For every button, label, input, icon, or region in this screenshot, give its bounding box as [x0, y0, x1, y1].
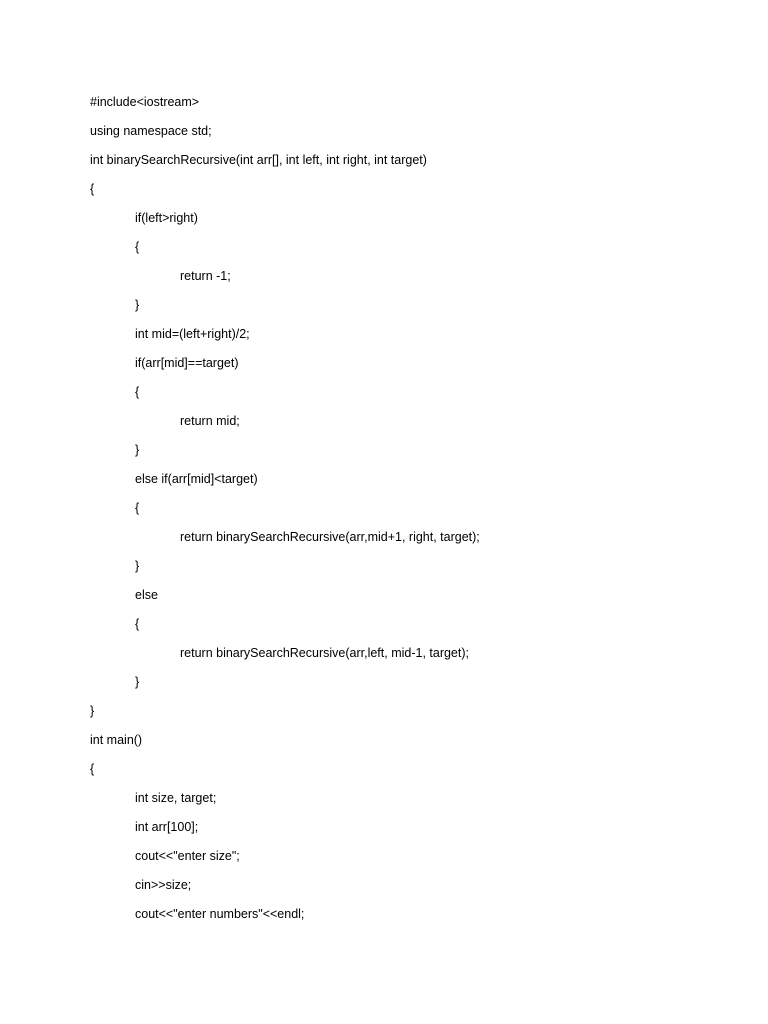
code-line: int binarySearchRecursive(int arr[], int left, int right, int target) — [90, 153, 427, 167]
code-line: return mid; — [180, 414, 240, 428]
code-line: cout<<"enter size"; — [135, 849, 240, 863]
code-line: { — [135, 385, 140, 399]
code-line: return binarySearchRecursive(arr,mid+1, right, target); — [180, 530, 480, 544]
code-line: } — [135, 559, 140, 573]
code-line: int arr[100]; — [135, 820, 199, 834]
code-line: } — [135, 443, 140, 457]
code-line: { — [135, 501, 140, 515]
code-line: } — [135, 298, 140, 312]
code-line: #include<iostream> — [90, 95, 200, 109]
code-line: return binarySearchRecursive(arr,left, mid-1, target); — [180, 646, 469, 660]
code-line: { — [135, 240, 140, 254]
code-line: { — [135, 617, 140, 631]
code-line: return -1; — [180, 269, 231, 283]
code-line: cin>>size; — [135, 878, 192, 892]
code-line: cout<<"enter numbers"<<endl; — [135, 907, 305, 921]
code-line: int mid=(left+right)/2; — [135, 327, 250, 341]
code-block — [90, 92, 710, 933]
code-line: if(arr[mid]==target) — [135, 356, 239, 370]
code-line: else — [135, 588, 158, 602]
code-line: int size, target; — [135, 791, 217, 805]
code-line: using namespace std; — [90, 124, 212, 138]
code-line: } — [135, 675, 140, 689]
code-line: { — [90, 762, 95, 776]
code-line: } — [90, 704, 95, 718]
code-line: int main() — [90, 733, 143, 747]
code-line: else if(arr[mid]<target) — [135, 472, 258, 486]
code-line: { — [90, 182, 95, 196]
code-line: if(left>right) — [135, 211, 198, 225]
